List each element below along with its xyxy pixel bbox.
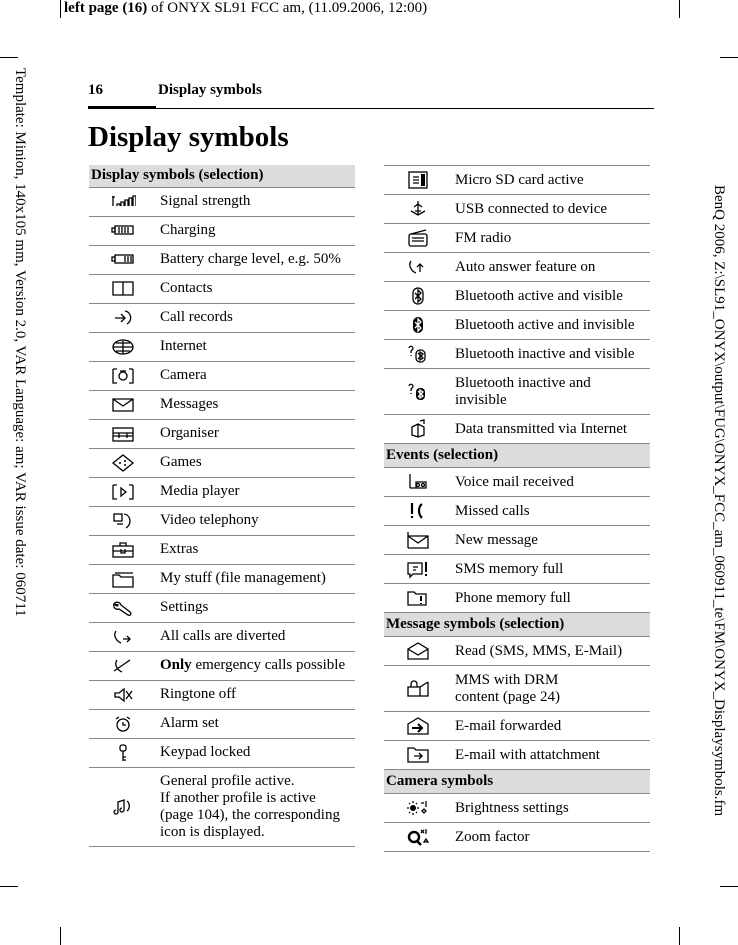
section-heading: Message symbols (selection): [384, 613, 650, 637]
symbol-icon-cell: [384, 555, 452, 584]
symbol-icon-cell: [89, 274, 157, 303]
description-text: MMS with DRM content (page 24): [455, 671, 560, 705]
symbol-description: [452, 369, 650, 415]
symbol-description: [157, 448, 355, 477]
symbol-icon-cell: [384, 253, 452, 282]
description-text: Bluetooth inactive and invisible: [455, 374, 591, 408]
symbol-icon-cell: [384, 794, 452, 823]
symbol-row: [89, 564, 355, 593]
description-text: Zoom factor: [455, 828, 530, 845]
symbol-description: [452, 497, 650, 526]
symbol-description: [452, 637, 650, 666]
charging-icon: [110, 221, 136, 241]
bluetooth-invisible-icon: [405, 315, 431, 335]
description-text: Keypad locked: [160, 744, 251, 760]
symbol-icon-cell: [89, 477, 157, 506]
micro-sd-icon: [405, 170, 431, 190]
symbol-icon-cell: [384, 166, 452, 195]
symbol-icon-cell: [384, 584, 452, 613]
symbol-icon-cell: [384, 666, 452, 712]
description-text: Bluetooth active and visible: [455, 287, 623, 304]
description-text: USB connected to device: [455, 200, 608, 217]
symbol-row: [89, 535, 355, 564]
header-rule-accent: [88, 106, 156, 109]
symbol-description: [452, 282, 650, 311]
symbol-icon-cell: [89, 419, 157, 448]
organiser-icon: [110, 424, 136, 444]
symbol-row: [89, 361, 355, 390]
description-text: Micro SD card active: [455, 171, 584, 188]
symbol-description: [157, 767, 355, 846]
symbol-description: [157, 709, 355, 738]
more-symbols-table: [384, 165, 650, 852]
symbol-description: [452, 794, 650, 823]
symbol-icon-cell: [384, 282, 452, 311]
symbol-icon-cell: [89, 767, 157, 846]
symbol-description: [157, 419, 355, 448]
symbol-description: [452, 741, 650, 770]
symbol-icon-cell: [89, 622, 157, 651]
symbol-icon-cell: [89, 593, 157, 622]
description-text: Bluetooth inactive and visible: [455, 345, 635, 362]
description-text: Games: [160, 454, 202, 470]
symbol-row: [384, 741, 650, 770]
symbol-icon-cell: [384, 741, 452, 770]
symbol-row: [89, 593, 355, 622]
description-text: Voice mail received: [455, 473, 574, 490]
symbol-description: [452, 584, 650, 613]
usb-icon: [405, 199, 431, 219]
symbol-description: [157, 680, 355, 709]
sms-memory-full-icon: [405, 559, 431, 579]
symbol-description: [452, 666, 650, 712]
symbol-row: [384, 415, 650, 444]
internet-icon: [110, 337, 136, 357]
call-records-icon: [110, 308, 136, 328]
symbol-row: [89, 622, 355, 651]
symbol-row: [89, 274, 355, 303]
media-player-icon: [110, 482, 136, 502]
ringtone-off-icon: [110, 685, 136, 705]
symbol-icon-cell: [89, 332, 157, 361]
symbol-row: [89, 680, 355, 709]
symbol-icon-cell: [89, 303, 157, 332]
symbol-description: [452, 526, 650, 555]
symbol-description: [157, 477, 355, 506]
symbol-description: [452, 555, 650, 584]
email-forwarded-icon: [405, 716, 431, 736]
symbol-row: [89, 419, 355, 448]
symbol-description: [452, 195, 650, 224]
print-job-rest: of ONYX SL91 FCC am, (11.09.2006, 12:00): [147, 0, 428, 16]
description-text: E-mail with attatchment: [455, 746, 600, 763]
symbol-icon-cell: [384, 468, 452, 497]
description-text: Alarm set: [160, 715, 219, 731]
bluetooth-visible-icon: [405, 286, 431, 306]
symbol-row: [89, 216, 355, 245]
symbol-row: [384, 369, 650, 415]
symbol-icon-cell: [89, 535, 157, 564]
symbol-description: [157, 361, 355, 390]
symbol-icon-cell: [89, 651, 157, 680]
phone-memory-full-icon: [405, 588, 431, 608]
zoom-icon: [405, 827, 431, 847]
symbol-description: [452, 311, 650, 340]
auto-answer-icon: [405, 257, 431, 277]
symbol-description: [157, 535, 355, 564]
running-title: Display symbols: [158, 82, 262, 98]
symbol-row: [384, 195, 650, 224]
symbol-row: [384, 468, 650, 497]
file-path-info: BenQ 2006, Z:\SL91_ONYX\output\FUG\ONYX_FCC_am_060911_te\FM\ONYX_Displaysymbols.fm: [711, 185, 727, 817]
settings-icon: [110, 598, 136, 618]
symbol-icon-cell: [384, 823, 452, 852]
page-title: Display symbols: [88, 121, 289, 153]
symbol-icon-cell: [89, 680, 157, 709]
symbol-icon-cell: [89, 245, 157, 274]
symbol-icon-cell: [384, 637, 452, 666]
description-text: Signal strength: [160, 193, 251, 209]
camera-icon: [110, 366, 136, 386]
symbol-description: [157, 332, 355, 361]
symbol-row: [384, 794, 650, 823]
contacts-icon: [110, 279, 136, 299]
symbol-row: [89, 651, 355, 680]
battery-icon: [110, 250, 136, 270]
description-text: Internet: [160, 338, 207, 354]
symbol-row: [384, 282, 650, 311]
symbol-icon-cell: [89, 709, 157, 738]
missed-calls-icon: [405, 501, 431, 521]
symbol-description: [157, 274, 355, 303]
description-text: Media player: [160, 483, 240, 499]
mms-drm-icon: [405, 679, 431, 699]
symbol-description: [452, 712, 650, 741]
section-heading-row: [384, 444, 650, 468]
symbol-description: [157, 216, 355, 245]
symbol-icon-cell: [89, 216, 157, 245]
description-text: General profile active. If another profile is active (page 104), the corresponding icon is displayed.: [160, 772, 340, 840]
section-heading-row: [384, 770, 650, 794]
extras-icon: [110, 540, 136, 560]
description-text: Video telephony: [160, 512, 259, 528]
symbol-row: [89, 738, 355, 767]
symbol-row: [89, 506, 355, 535]
symbol-description: [157, 187, 355, 216]
section-heading: Display symbols (selection): [89, 165, 355, 187]
description-text: E-mail forwarded: [455, 717, 562, 734]
header-rule: [88, 108, 654, 109]
print-job-bold: left page (16): [64, 0, 148, 16]
symbol-icon-cell: [384, 369, 452, 415]
description-text: Read (SMS, MMS, E-Mail): [455, 642, 623, 659]
symbol-row: [384, 637, 650, 666]
description-text: Battery charge level, e.g. 50%: [160, 251, 341, 267]
symbol-row: [89, 390, 355, 419]
symbol-row: [384, 224, 650, 253]
symbol-row: [384, 823, 650, 852]
bluetooth-inactive-invisible-icon: [405, 382, 431, 402]
symbol-description: [452, 253, 650, 282]
new-message-icon: [405, 530, 431, 550]
symbol-icon-cell: [384, 311, 452, 340]
description-text: emergency calls possible: [191, 657, 346, 673]
description-text: New message: [455, 531, 538, 548]
fm-radio-icon: [405, 228, 431, 248]
description-text: Camera: [160, 367, 207, 383]
symbol-row: [89, 187, 355, 216]
my-stuff-icon: [110, 569, 136, 589]
description-text: Ringtone off: [160, 686, 236, 702]
display-symbols-table: [89, 165, 355, 847]
brightness-icon: [405, 798, 431, 818]
calls-diverted-icon: [110, 627, 136, 647]
description-text: Charging: [160, 222, 216, 238]
symbol-description: [157, 245, 355, 274]
description-text: Contacts: [160, 280, 213, 296]
symbol-icon-cell: [384, 415, 452, 444]
symbol-row: [384, 555, 650, 584]
symbol-icon-cell: [384, 195, 452, 224]
symbol-row: [89, 448, 355, 477]
symbol-description: [452, 224, 650, 253]
symbol-description: [157, 303, 355, 332]
symbol-icon-cell: [89, 187, 157, 216]
section-heading: Camera symbols: [384, 770, 650, 794]
emergency-only-icon: [110, 656, 136, 676]
symbol-row: [384, 584, 650, 613]
symbol-icon-cell: [384, 340, 452, 369]
symbol-description: [157, 390, 355, 419]
symbol-description: [157, 564, 355, 593]
video-telephony-icon: [110, 511, 136, 531]
symbol-row: [89, 709, 355, 738]
general-profile-icon: [110, 797, 136, 817]
symbol-description: [452, 468, 650, 497]
description-text: Missed calls: [455, 502, 530, 519]
symbol-row: [384, 311, 650, 340]
messages-icon: [110, 395, 136, 415]
read-message-icon: [405, 641, 431, 661]
section-heading: Events (selection): [384, 444, 650, 468]
bluetooth-inactive-visible-icon: [405, 344, 431, 364]
symbol-description: [452, 823, 650, 852]
symbol-icon-cell: [384, 497, 452, 526]
symbol-row: [384, 666, 650, 712]
symbol-description: [452, 415, 650, 444]
symbol-row: [89, 245, 355, 274]
emphasis: Only: [160, 657, 192, 673]
symbol-description: [157, 593, 355, 622]
symbol-description: [157, 506, 355, 535]
description-text: Settings: [160, 599, 209, 615]
symbol-row: [384, 712, 650, 741]
print-job-label: [64, 0, 427, 17]
symbol-row: [384, 340, 650, 369]
description-text: SMS memory full: [455, 560, 564, 577]
symbol-row: [89, 477, 355, 506]
symbol-icon-cell: [89, 361, 157, 390]
template-info: Template: Minion, 140x105 mm, Version 2.0, VAR Language: am; VAR issue date: 060711: [12, 68, 28, 617]
description-text: Call records: [160, 309, 233, 325]
symbol-description: [452, 340, 650, 369]
description-text: Data transmitted via Internet: [455, 420, 628, 437]
symbol-icon-cell: [384, 712, 452, 741]
symbol-icon-cell: [89, 738, 157, 767]
symbol-row: [89, 303, 355, 332]
page-number: 16: [88, 82, 103, 98]
data-transmitted-icon: [405, 419, 431, 439]
symbol-row: [384, 166, 650, 195]
description-text: Organiser: [160, 425, 219, 441]
symbol-description: [157, 651, 355, 680]
symbol-row: [89, 332, 355, 361]
section-heading-row: [89, 165, 355, 187]
description-text: All calls are diverted: [160, 628, 286, 644]
symbol-icon-cell: [384, 224, 452, 253]
symbol-icon-cell: [89, 506, 157, 535]
description-text: Phone memory full: [455, 589, 571, 606]
symbol-icon-cell: [89, 564, 157, 593]
voice-mail-icon: [405, 472, 431, 492]
keypad-locked-icon: [110, 743, 136, 763]
games-icon: [110, 453, 136, 473]
symbol-description: [157, 738, 355, 767]
symbol-description: [157, 622, 355, 651]
description-text: Messages: [160, 396, 219, 412]
description-text: Bluetooth active and invisible: [455, 316, 635, 333]
symbol-icon-cell: [89, 448, 157, 477]
signal-strength-icon: [110, 192, 136, 212]
alarm-icon: [110, 714, 136, 734]
symbol-description: [452, 166, 650, 195]
description-text: My stuff (file management): [160, 570, 326, 586]
description-text: Extras: [160, 541, 199, 557]
symbol-icon-cell: [384, 526, 452, 555]
description-text: Brightness settings: [455, 799, 569, 816]
symbol-row: [384, 526, 650, 555]
email-attachment-icon: [405, 745, 431, 765]
symbol-icon-cell: [89, 390, 157, 419]
symbol-row: [384, 253, 650, 282]
section-heading-row: [384, 613, 650, 637]
description-text: FM radio: [455, 229, 512, 246]
symbol-row: [89, 767, 355, 846]
description-text: Auto answer feature on: [455, 258, 596, 275]
symbol-row: [384, 497, 650, 526]
